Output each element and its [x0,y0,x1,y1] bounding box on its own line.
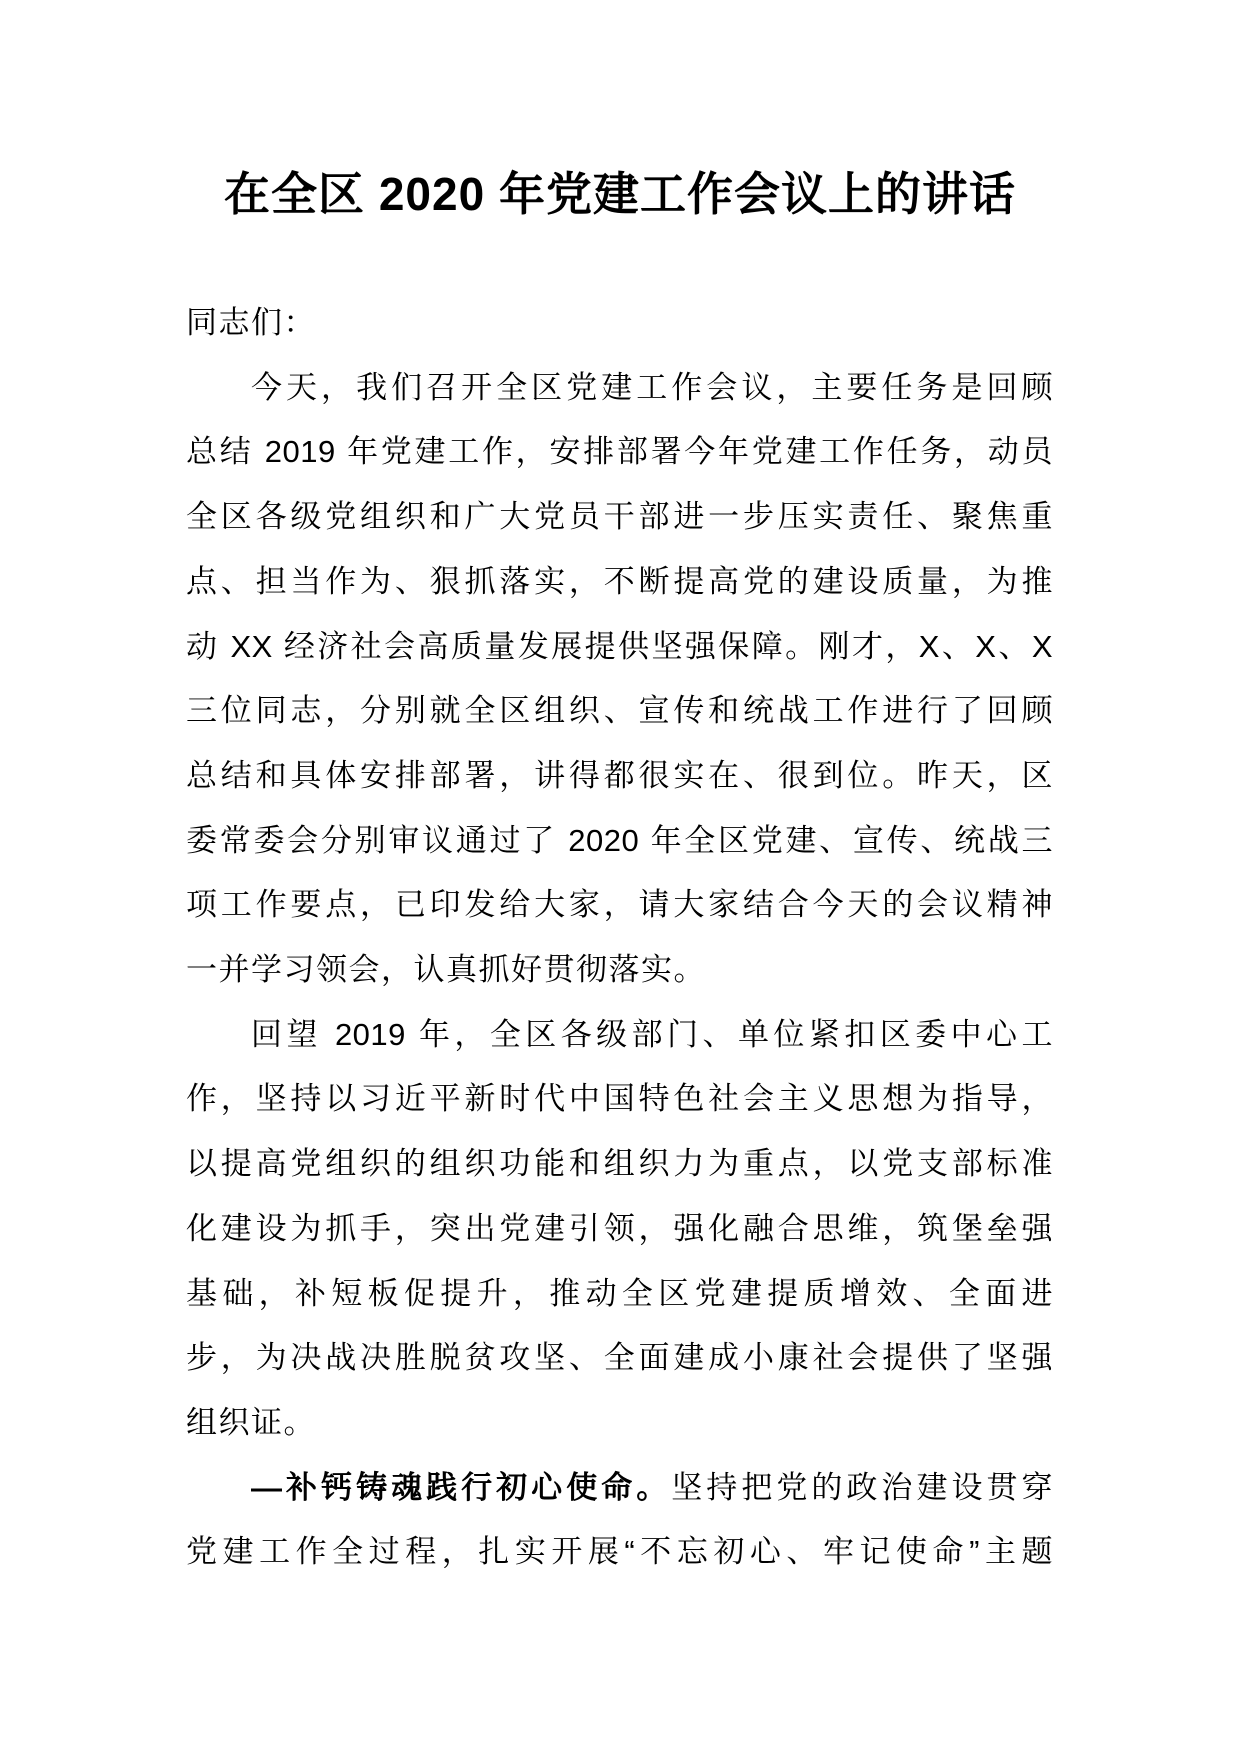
text-segment: 坚持把党的政治建设贯穿 [671,1469,1054,1505]
document-body [186,291,1053,1585]
text-line [186,420,1053,485]
text-segment: 作，坚持以习近平新时代中国特色社会主义思想为指导， [186,1081,1053,1117]
text-line [186,291,1053,356]
text-segment: 全区各级党组织和广大党员干部进一步压实责任、聚焦重 [186,499,1053,535]
text-segment: 今天，我们召开全区党建工作会议，主要任务是回顾 [251,369,1053,405]
text-segment: 一并学习领会，认真抓好贯彻落实。 [186,952,706,988]
text-segment: 总结和具体安排部署，讲得都很实在、很到位。昨天，区 [186,757,1053,793]
text-line [186,615,1053,680]
text-segment: 总结 2019 年党建工作，安排部署今年党建工作任务，动员 [186,434,1053,470]
text-line [186,485,1053,550]
text-line [186,1520,1053,1585]
text-line [186,1391,1053,1456]
text-line [186,809,1053,874]
text-segment: 化建设为抓手，突出党建引领，强化融合思维，筑堡垒强 [186,1210,1053,1246]
text-line [186,1197,1053,1262]
text-line [186,1262,1053,1327]
text-segment: 组织证。 [186,1404,316,1440]
text-segment: —补钙铸魂践行初心使命。 [251,1469,672,1505]
document-title: 在全区 2020 年党建工作会议上的讲话 [224,168,1016,220]
text-segment: 以提高党组织的组织功能和组织力为重点，以党支部标准 [186,1146,1053,1182]
text-segment: 回望 2019 年，全区各级部门、单位紧扣区委中心工 [251,1016,1053,1052]
text-line [186,356,1053,421]
text-line [186,1067,1053,1132]
text-segment: 同志们： [186,305,316,340]
text-segment: 委常委会分别审议通过了 2020 年全区党建、宣传、统战三 [186,822,1053,858]
text-line [186,938,1053,1003]
text-line [186,1326,1053,1391]
text-segment: 步，为决战决胜脱贫攻坚、全面建成小康社会提供了坚强 [186,1340,1053,1376]
text-line [186,679,1053,744]
text-segment: 三位同志，分别就全区组织、宣传和统战工作进行了回顾 [186,693,1053,729]
text-segment: 点、担当作为、狠抓落实，不断提高党的建设质量，为推 [186,563,1053,599]
text-line [186,1456,1053,1521]
text-segment: 项工作要点，已印发给大家，请大家结合今天的会议精神 [186,887,1053,923]
text-segment: 党建工作全过程，扎实开展“不忘初心、牢记使命”主题 [186,1534,1053,1570]
text-line [186,1003,1053,1068]
text-segment: 基础，补短板促提升，推动全区党建提质增效、全面进 [186,1275,1053,1311]
text-line [186,744,1053,809]
text-line [186,1132,1053,1197]
text-line [186,550,1053,615]
text-segment: 动 XX 经济社会高质量发展提供坚强保障。刚才，X、X、X [186,628,1053,664]
text-line [186,873,1053,938]
